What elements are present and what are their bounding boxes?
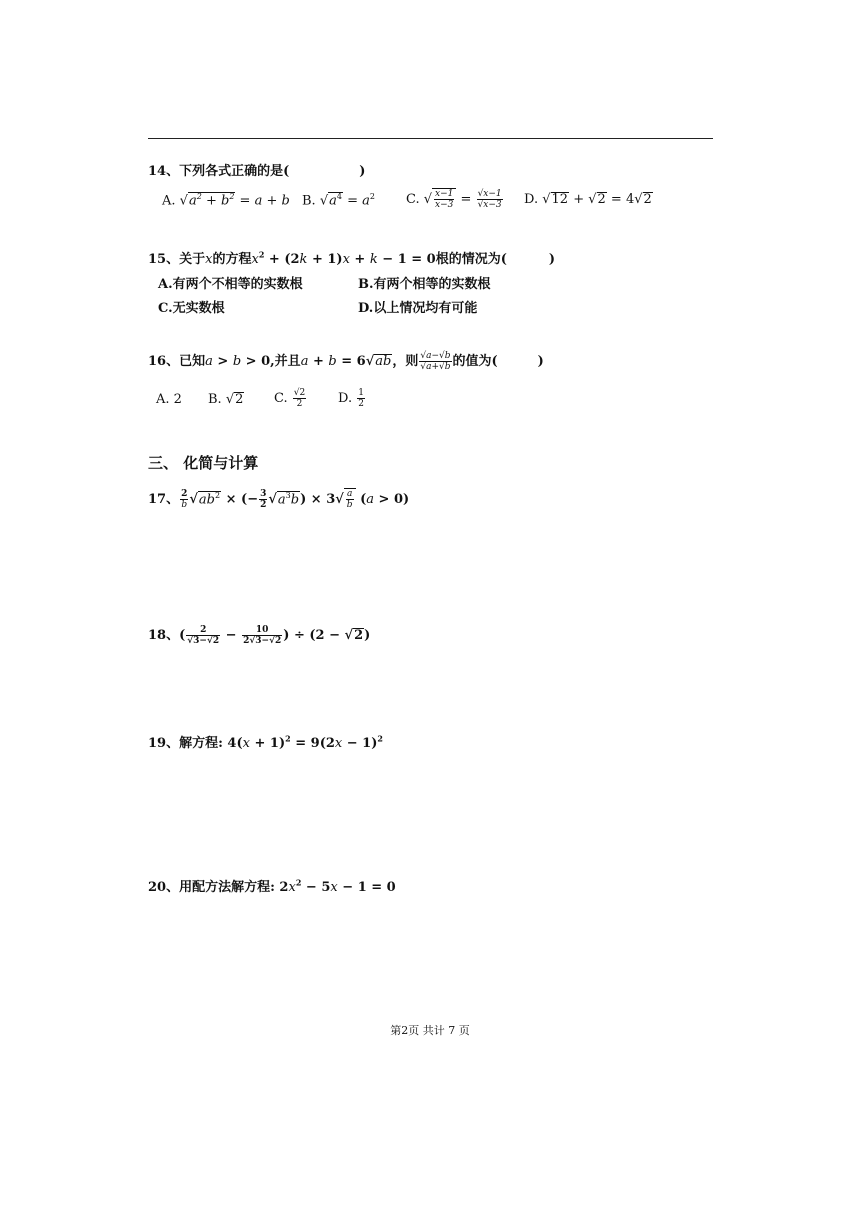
question-15-option-a: A.有两个不相等的实数根: [158, 277, 303, 292]
question-20: 20、用配方法解方程: $2x^2 - 5x - 1 = 0$: [148, 877, 396, 895]
question-14-option-b: B. $√a^4 = a^2$: [302, 192, 375, 209]
section-heading: 三、 化简与计算: [148, 454, 259, 472]
question-16-option-b: B. √2: [208, 392, 244, 407]
question-14-options: [162, 189, 702, 216]
question-16-options: [156, 388, 456, 420]
question-14-option-c: C. √ $\frac{x-1}{x-3}$ = $\frac{√x-1}{√x-3}$: [406, 189, 502, 210]
question-17: 17、 $\frac{2}{b}$ $√ab^2$ × (− $\frac{3}{2}$ $√a^3b) \times 3√$ $\frac{a}{b}$ (a > 0): [148, 489, 410, 510]
question-14-option-a: A. $√a^2 + b^2 = a + b$: [162, 192, 290, 209]
question-14-option-d: D. √12 + √2 = 4√2: [524, 192, 652, 207]
question-14-stem: 下列各式正确的是(: [179, 164, 290, 179]
question-15: 15、关于x的方程$x^2 + (2k + 1)x + k - 1 = 0$根的情况为( ): [148, 249, 556, 267]
question-15-option-b: B.有两个相等的实数根: [358, 277, 491, 292]
question-16-option-d: D. $\frac{1}{2}$: [338, 388, 364, 409]
question-16: 16、已知a > b > 0,并且a + b = 6√ab，则 $\frac{√a-√b}{√a+√b}$ 的值为( ): [148, 351, 544, 372]
question-15-option-d: D.以上情况均有可能: [358, 301, 478, 316]
question-18: 18、( $\frac{2}{√3-√2}$ − $\frac{10}{2√3-√2}$ ) ÷ (2 − √2): [148, 625, 371, 646]
header-rule: [148, 138, 713, 139]
question-16-option-c: C. $\frac{√2}{2}$: [274, 388, 306, 409]
question-19: 19、解方程: $4(x + 1)^2 = 9(2x - 1)^2$: [148, 733, 383, 751]
question-14-number: 14、: [148, 164, 180, 179]
page-footer: 第2页 共计 7 页: [390, 1024, 470, 1037]
question-16-option-a: A. 2: [156, 392, 182, 407]
question-14-close: ): [359, 164, 366, 179]
question-15-option-c: C.无实数根: [158, 301, 225, 316]
question-14: [148, 160, 365, 179]
